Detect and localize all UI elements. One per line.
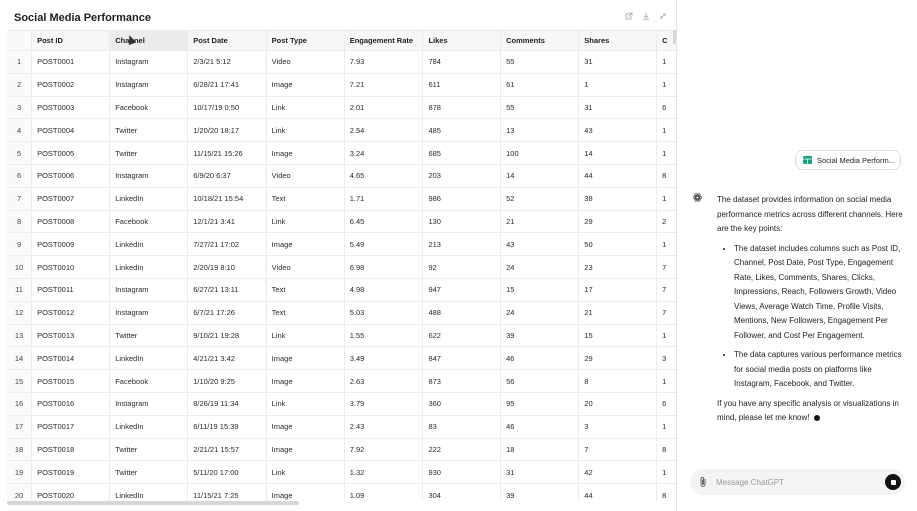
table-row[interactable] — [7, 119, 677, 142]
cell-likes[interactable]: 947 — [423, 278, 501, 301]
vertical-scrollbar[interactable] — [673, 30, 676, 44]
cell-post-date[interactable]: 6/7/21 17:26 — [188, 301, 266, 324]
cell-shares[interactable]: 21 — [579, 301, 657, 324]
data-table-container[interactable] — [7, 30, 677, 501]
cell-comments[interactable]: 39 — [501, 324, 579, 347]
cell-channel[interactable]: Instagram — [110, 301, 188, 324]
cell-comments[interactable]: 43 — [501, 233, 579, 256]
cell-shares[interactable]: 29 — [579, 347, 657, 370]
cell-comments[interactable]: 46 — [501, 347, 579, 370]
cell-post-type[interactable]: Video — [266, 256, 344, 279]
cell-clicks[interactable]: 8 — [657, 164, 677, 187]
table-row[interactable] — [7, 438, 677, 461]
cell-row-number[interactable]: 2 — [7, 73, 32, 96]
cell-clicks[interactable]: 7 — [657, 256, 677, 279]
cell-post-date[interactable]: 9/10/21 19:28 — [188, 324, 266, 347]
cell-clicks[interactable]: 8 — [657, 484, 677, 501]
table-row[interactable] — [7, 96, 677, 119]
table-row[interactable] — [7, 347, 677, 370]
table-row[interactable] — [7, 461, 677, 484]
cell-post-id[interactable]: POST0005 — [32, 142, 110, 165]
column-header-shares[interactable]: Shares — [579, 31, 657, 51]
cell-row-number[interactable]: 13 — [7, 324, 32, 347]
open-external-icon[interactable] — [625, 12, 633, 20]
cell-post-date[interactable]: 6/28/21 17:41 — [188, 73, 266, 96]
cell-post-type[interactable]: Image — [266, 347, 344, 370]
cell-likes[interactable]: 784 — [423, 51, 501, 74]
cell-row-number[interactable]: 16 — [7, 392, 32, 415]
cell-shares[interactable]: 17 — [579, 278, 657, 301]
table-row[interactable] — [7, 73, 677, 96]
cell-engagement-rate[interactable]: 3.79 — [344, 392, 423, 415]
cell-engagement-rate[interactable]: 2.54 — [344, 119, 423, 142]
streaming-indicator — [814, 415, 820, 421]
cell-post-id[interactable]: POST0003 — [32, 96, 110, 119]
cell-shares[interactable]: 1 — [579, 73, 657, 96]
cell-likes[interactable]: 485 — [423, 119, 501, 142]
cell-clicks[interactable]: 1 — [657, 324, 677, 347]
cell-post-type[interactable]: Image — [266, 142, 344, 165]
cell-likes[interactable]: 213 — [423, 233, 501, 256]
spreadsheet-icon — [803, 156, 812, 164]
cell-clicks[interactable]: 1 — [657, 415, 677, 438]
cell-channel[interactable]: LinkedIn — [110, 415, 188, 438]
cell-likes[interactable]: 611 — [423, 73, 501, 96]
cell-likes[interactable]: 930 — [423, 461, 501, 484]
cell-clicks[interactable]: 8 — [657, 438, 677, 461]
cell-post-id[interactable]: POST0015 — [32, 370, 110, 393]
cell-channel[interactable]: Instagram — [110, 73, 188, 96]
cell-channel[interactable]: Facebook — [110, 96, 188, 119]
cell-post-id[interactable]: POST0013 — [32, 324, 110, 347]
column-header-engagement-rate[interactable]: Engagement Rate — [344, 31, 423, 51]
cell-clicks[interactable]: 1 — [657, 187, 677, 210]
cell-channel[interactable]: Instagram — [110, 392, 188, 415]
message-bullet-list — [717, 242, 909, 392]
table-row[interactable] — [7, 210, 677, 233]
message-intro: The dataset provides information on social media performance metrics across different channels. Here are the key points: — [717, 195, 903, 233]
cell-likes[interactable]: 360 — [423, 392, 501, 415]
chat-panel — [678, 0, 917, 511]
cell-clicks[interactable]: 6 — [657, 392, 677, 415]
cell-row-number[interactable]: 11 — [7, 278, 32, 301]
cell-post-id[interactable]: POST0020 — [32, 484, 110, 501]
panel-actions — [625, 12, 667, 20]
cell-comments[interactable]: 52 — [501, 187, 579, 210]
openai-logo-icon — [692, 192, 703, 203]
cell-post-date[interactable]: 11/15/21 7:25 — [188, 484, 266, 501]
cell-post-type[interactable]: Text — [266, 278, 344, 301]
table-row[interactable] — [7, 187, 677, 210]
cell-post-type[interactable]: Link — [266, 96, 344, 119]
message-bullet: • The data captures various performance metrics for social media posts on platforms like Instagram, Facebook, and Twitter. — [734, 348, 909, 392]
message-outro-text: If you have any specific analysis or visualizations in mind, please let me know! — [717, 398, 899, 422]
cell-channel[interactable]: Facebook — [110, 370, 188, 393]
cell-post-id[interactable]: POST0019 — [32, 461, 110, 484]
column-header-clicks[interactable]: C — [657, 31, 677, 51]
cell-comments[interactable]: 24 — [501, 256, 579, 279]
cell-channel[interactable]: LinkedIn — [110, 187, 188, 210]
cell-clicks[interactable]: 7 — [657, 301, 677, 324]
cell-shares[interactable]: 31 — [579, 96, 657, 119]
cell-post-date[interactable]: 6/11/19 15:39 — [188, 415, 266, 438]
cell-clicks[interactable]: 7 — [657, 278, 677, 301]
download-icon[interactable] — [642, 12, 650, 20]
cell-comments[interactable]: 15 — [501, 278, 579, 301]
table-row[interactable] — [7, 370, 677, 393]
cell-comments[interactable]: 14 — [501, 164, 579, 187]
cell-row-number[interactable]: 3 — [7, 96, 32, 119]
cell-post-id[interactable]: POST0012 — [32, 301, 110, 324]
cell-post-id[interactable]: POST0008 — [32, 210, 110, 233]
column-header-post-type[interactable]: Post Type — [266, 31, 344, 51]
cell-shares[interactable]: 3 — [579, 415, 657, 438]
cell-post-type[interactable]: Image — [266, 73, 344, 96]
cell-clicks[interactable]: 1 — [657, 142, 677, 165]
table-body — [7, 51, 677, 502]
cell-engagement-rate[interactable]: 2.43 — [344, 415, 423, 438]
cell-clicks[interactable]: 1 — [657, 73, 677, 96]
cell-channel[interactable]: Twitter — [110, 324, 188, 347]
cell-post-type[interactable]: Text — [266, 301, 344, 324]
file-attachment-chip[interactable] — [795, 150, 901, 170]
cell-post-id[interactable]: POST0006 — [32, 164, 110, 187]
cell-comments[interactable]: 39 — [501, 484, 579, 501]
cell-clicks[interactable]: 3 — [657, 347, 677, 370]
cell-channel[interactable]: Twitter — [110, 461, 188, 484]
cell-post-id[interactable]: POST0007 — [32, 187, 110, 210]
cell-likes[interactable]: 986 — [423, 187, 501, 210]
cell-clicks[interactable]: 2 — [657, 210, 677, 233]
cell-engagement-rate[interactable]: 1.71 — [344, 187, 423, 210]
cell-post-id[interactable]: POST0016 — [32, 392, 110, 415]
table-row[interactable] — [7, 142, 677, 165]
cell-engagement-rate[interactable]: 3.24 — [344, 142, 423, 165]
cell-engagement-rate[interactable]: 1.09 — [344, 484, 423, 501]
cell-post-type[interactable]: Text — [266, 187, 344, 210]
column-header-post-date[interactable]: Post Date — [188, 31, 266, 51]
cell-comments[interactable]: 100 — [501, 142, 579, 165]
stop-icon — [891, 480, 896, 485]
cell-post-date[interactable]: 1/20/20 18:17 — [188, 119, 266, 142]
cell-shares[interactable]: 23 — [579, 256, 657, 279]
cell-row-number[interactable]: 7 — [7, 187, 32, 210]
cell-post-date[interactable]: 5/11/20 17:00 — [188, 461, 266, 484]
cell-row-number[interactable]: 17 — [7, 415, 32, 438]
cell-post-date[interactable]: 10/18/21 15:54 — [188, 187, 266, 210]
cell-engagement-rate[interactable]: 7.93 — [344, 51, 423, 74]
cell-post-date[interactable]: 2/20/19 8:10 — [188, 256, 266, 279]
table-row[interactable] — [7, 324, 677, 347]
column-header-index — [7, 31, 32, 51]
file-chip-label: Social Media Perform... — [817, 155, 895, 165]
cell-post-date[interactable]: 6/27/21 13:11 — [188, 278, 266, 301]
cell-post-id[interactable]: POST0010 — [32, 256, 110, 279]
cell-shares[interactable]: 31 — [579, 51, 657, 74]
cell-channel[interactable]: LinkedIn — [110, 484, 188, 501]
cell-post-id[interactable]: POST0011 — [32, 278, 110, 301]
cell-engagement-rate[interactable]: 5.03 — [344, 301, 423, 324]
cell-post-type[interactable]: Image — [266, 484, 344, 501]
cell-channel[interactable]: LinkedIn — [110, 233, 188, 256]
cell-row-number[interactable]: 8 — [7, 210, 32, 233]
table-row[interactable] — [7, 278, 677, 301]
cell-comments[interactable]: 55 — [501, 96, 579, 119]
cell-comments[interactable]: 18 — [501, 438, 579, 461]
cell-post-type[interactable]: Link — [266, 461, 344, 484]
cell-likes[interactable]: 685 — [423, 142, 501, 165]
table-row[interactable] — [7, 164, 677, 187]
cell-comments[interactable]: 13 — [501, 119, 579, 142]
cell-channel[interactable]: Twitter — [110, 119, 188, 142]
cell-post-type[interactable]: Image — [266, 415, 344, 438]
cell-shares[interactable]: 29 — [579, 210, 657, 233]
cell-likes[interactable]: 130 — [423, 210, 501, 233]
cell-engagement-rate[interactable]: 2.63 — [344, 370, 423, 393]
cell-engagement-rate[interactable]: 5.49 — [344, 233, 423, 256]
cell-channel[interactable]: LinkedIn — [110, 347, 188, 370]
cell-post-type[interactable]: Video — [266, 164, 344, 187]
cell-shares[interactable]: 20 — [579, 392, 657, 415]
cell-likes[interactable]: 203 — [423, 164, 501, 187]
column-header-channel[interactable]: Channel — [110, 31, 188, 51]
cell-shares[interactable]: 50 — [579, 233, 657, 256]
assistant-message — [717, 193, 909, 426]
cell-comments[interactable]: 31 — [501, 461, 579, 484]
column-header-post-id[interactable]: Post ID — [32, 31, 110, 51]
cell-engagement-rate[interactable]: 3.49 — [344, 347, 423, 370]
panel-header — [0, 0, 677, 30]
cell-row-number[interactable]: 12 — [7, 301, 32, 324]
cell-post-date[interactable]: 12/1/21 3:41 — [188, 210, 266, 233]
cell-post-id[interactable]: POST0004 — [32, 119, 110, 142]
message-bullet: • The dataset includes columns such as Post ID, Channel, Post Date, Post Type, Engagement Rate, Likes, Comments, Shares, Clicks, Impressions, Reach, Followers Growth, Video Views, Average Watch Time, Profile Visits, Mentions, New Followers, Engagement Per Follower, and Cost Per Engagement. — [734, 242, 909, 344]
cell-post-id[interactable]: POST0014 — [32, 347, 110, 370]
cell-post-type[interactable]: Image — [266, 233, 344, 256]
panel-title: Social Media Performance — [14, 12, 151, 24]
cell-clicks[interactable]: 1 — [657, 233, 677, 256]
cell-likes[interactable]: 488 — [423, 301, 501, 324]
table-row[interactable] — [7, 233, 677, 256]
cell-shares[interactable]: 43 — [579, 119, 657, 142]
cell-row-number[interactable]: 18 — [7, 438, 32, 461]
column-header-likes[interactable]: Likes — [423, 31, 501, 51]
cell-row-number[interactable]: 5 — [7, 142, 32, 165]
cell-post-id[interactable]: POST0009 — [32, 233, 110, 256]
cell-engagement-rate[interactable]: 6.45 — [344, 210, 423, 233]
cell-post-type[interactable]: Image — [266, 438, 344, 461]
cell-likes[interactable]: 222 — [423, 438, 501, 461]
horizontal-scrollbar[interactable] — [7, 501, 299, 505]
cell-comments[interactable]: 61 — [501, 73, 579, 96]
cell-post-id[interactable]: POST0018 — [32, 438, 110, 461]
paperclip-icon[interactable] — [698, 476, 708, 488]
cell-row-number[interactable]: 6 — [7, 164, 32, 187]
cell-likes[interactable]: 847 — [423, 347, 501, 370]
cell-clicks[interactable]: 1 — [657, 461, 677, 484]
cell-post-type[interactable]: Video — [266, 51, 344, 74]
cell-row-number[interactable]: 14 — [7, 347, 32, 370]
cell-engagement-rate[interactable]: 6.98 — [344, 256, 423, 279]
cell-post-date[interactable]: 6/9/20 6:37 — [188, 164, 266, 187]
cell-post-date[interactable]: 1/10/20 9:25 — [188, 370, 266, 393]
cell-post-date[interactable]: 4/21/21 3:42 — [188, 347, 266, 370]
cell-likes[interactable]: 83 — [423, 415, 501, 438]
cell-post-date[interactable]: 7/27/21 17:02 — [188, 233, 266, 256]
cell-shares[interactable]: 38 — [579, 187, 657, 210]
table-row[interactable] — [7, 256, 677, 279]
cell-shares[interactable]: 7 — [579, 438, 657, 461]
cell-engagement-rate[interactable]: 4.65 — [344, 164, 423, 187]
cell-post-id[interactable]: POST0002 — [32, 73, 110, 96]
table-row[interactable] — [7, 301, 677, 324]
cell-row-number[interactable]: 4 — [7, 119, 32, 142]
table-row[interactable] — [7, 484, 677, 501]
column-header-comments[interactable]: Comments — [501, 31, 579, 51]
cell-shares[interactable]: 42 — [579, 461, 657, 484]
cell-post-id[interactable]: POST0017 — [32, 415, 110, 438]
cell-shares[interactable]: 8 — [579, 370, 657, 393]
cell-post-date[interactable]: 2/21/21 15:57 — [188, 438, 266, 461]
cell-row-number[interactable]: 10 — [7, 256, 32, 279]
cell-shares[interactable]: 44 — [579, 484, 657, 501]
cell-row-number[interactable]: 15 — [7, 370, 32, 393]
cell-clicks[interactable]: 6 — [657, 96, 677, 119]
message-input[interactable] — [716, 475, 876, 489]
cell-likes[interactable]: 304 — [423, 484, 501, 501]
cell-row-number[interactable]: 9 — [7, 233, 32, 256]
cell-shares[interactable]: 14 — [579, 142, 657, 165]
cell-shares[interactable]: 15 — [579, 324, 657, 347]
cell-post-date[interactable]: 8/26/19 11:34 — [188, 392, 266, 415]
cell-engagement-rate[interactable]: 7.92 — [344, 438, 423, 461]
table-row[interactable] — [7, 415, 677, 438]
cell-clicks[interactable]: 1 — [657, 51, 677, 74]
cell-post-type[interactable]: Link — [266, 392, 344, 415]
cell-comments[interactable]: 46 — [501, 415, 579, 438]
table-header-row — [7, 31, 677, 51]
collapse-icon[interactable] — [659, 12, 667, 20]
cell-clicks[interactable]: 1 — [657, 370, 677, 393]
cell-channel[interactable]: Facebook — [110, 210, 188, 233]
cell-clicks[interactable]: 1 — [657, 119, 677, 142]
cell-channel[interactable]: Instagram — [110, 278, 188, 301]
cell-engagement-rate[interactable]: 2.01 — [344, 96, 423, 119]
table-row[interactable] — [7, 51, 677, 74]
cell-comments[interactable]: 21 — [501, 210, 579, 233]
cell-comments[interactable]: 56 — [501, 370, 579, 393]
cell-likes[interactable]: 622 — [423, 324, 501, 347]
cell-comments[interactable]: 24 — [501, 301, 579, 324]
cell-post-date[interactable]: 2/3/21 5:12 — [188, 51, 266, 74]
cell-post-id[interactable]: POST0001 — [32, 51, 110, 74]
cell-likes[interactable]: 92 — [423, 256, 501, 279]
cell-post-type[interactable]: Link — [266, 119, 344, 142]
cell-post-type[interactable]: Image — [266, 370, 344, 393]
cell-engagement-rate[interactable]: 4.98 — [344, 278, 423, 301]
cell-comments[interactable]: 95 — [501, 392, 579, 415]
cell-shares[interactable]: 44 — [579, 164, 657, 187]
cell-engagement-rate[interactable]: 1.55 — [344, 324, 423, 347]
cell-engagement-rate[interactable]: 1.32 — [344, 461, 423, 484]
table-row[interactable] — [7, 392, 677, 415]
cell-row-number[interactable]: 19 — [7, 461, 32, 484]
cell-channel[interactable]: Twitter — [110, 438, 188, 461]
cell-likes[interactable]: 878 — [423, 96, 501, 119]
cell-row-number[interactable]: 1 — [7, 51, 32, 74]
cell-channel[interactable]: LinkedIn — [110, 256, 188, 279]
cell-post-date[interactable]: 11/15/21 15:26 — [188, 142, 266, 165]
cell-channel[interactable]: Instagram — [110, 51, 188, 74]
cell-channel[interactable]: Instagram — [110, 164, 188, 187]
cell-row-number[interactable]: 20 — [7, 484, 32, 501]
cell-likes[interactable]: 873 — [423, 370, 501, 393]
message-composer — [690, 469, 905, 495]
cell-post-date[interactable]: 10/17/19 0:50 — [188, 96, 266, 119]
cell-engagement-rate[interactable]: 7.21 — [344, 73, 423, 96]
message-outro — [717, 397, 909, 426]
stop-generating-button[interactable] — [885, 474, 901, 490]
cell-comments[interactable]: 55 — [501, 51, 579, 74]
data-table — [7, 30, 677, 501]
cell-channel[interactable]: Twitter — [110, 142, 188, 165]
cell-post-type[interactable]: Link — [266, 324, 344, 347]
cell-post-type[interactable]: Link — [266, 210, 344, 233]
